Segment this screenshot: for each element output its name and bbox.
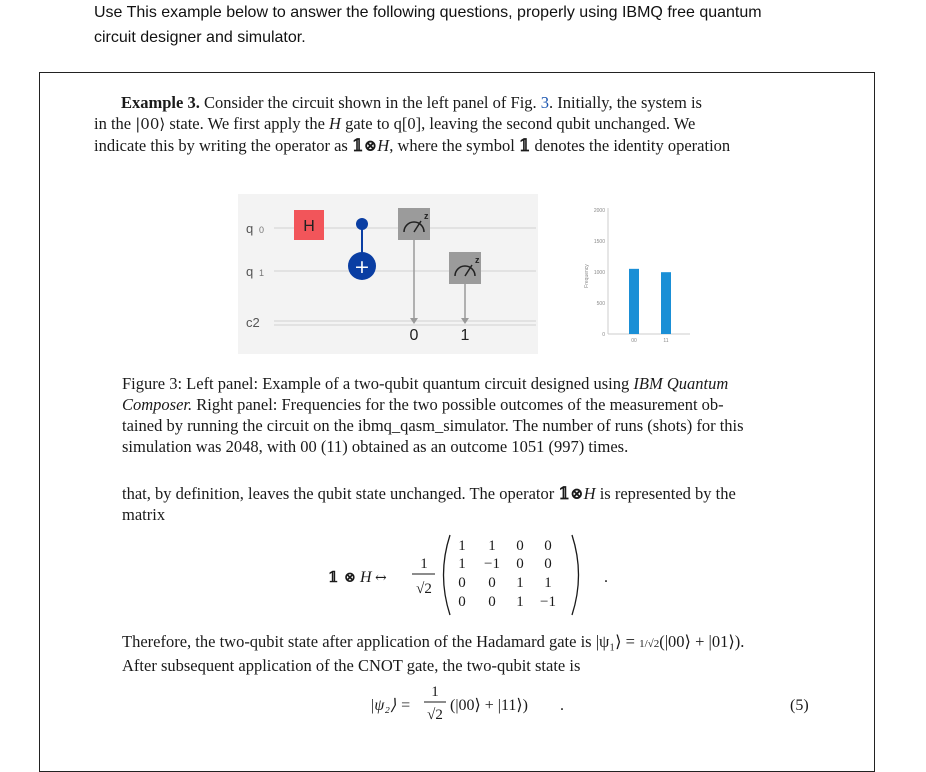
matrix-cell: 0: [516, 556, 524, 572]
quantum-circuit: [238, 194, 538, 354]
classical-bit-1: 1: [460, 327, 470, 344]
therefore-line1-a: Therefore, the two-qubit state after application of the Hadamard gate is: [122, 632, 596, 651]
h-symbol: H: [377, 136, 390, 155]
after-line2: matrix: [122, 505, 166, 524]
bar-00: [629, 269, 639, 334]
y-tick-label: 1000: [593, 270, 605, 276]
qubit-index-0: 0: [259, 225, 265, 235]
after-line1-a: that, by definition, leaves the qubit state unchanged. The operator: [122, 484, 559, 503]
caption-line1-italic: IBM Quantum: [633, 374, 729, 393]
caption-line2-b: Right panel: Frequencies for the two possible outcomes of the measurement ob-: [192, 395, 724, 414]
example-line3-a: indicate this by writing the operator as: [94, 136, 352, 155]
cnot-target-plus: +: [354, 256, 370, 278]
qubit-label-1: q: [246, 264, 254, 279]
matrix-cell: 1: [458, 556, 466, 572]
caption-line3: tained by running the circuit on the ibmq_qasm_simulator. The number of runs (shots) for this: [122, 416, 744, 435]
eq-period: .: [560, 697, 564, 714]
classical-register-label: c2: [246, 315, 260, 330]
example-line1-b: . Initially, the system is: [549, 93, 702, 112]
matrix-cell: 1: [544, 575, 552, 591]
y-tick-label: 0: [602, 332, 605, 338]
y-ticks: [594, 208, 605, 338]
h-symbol: H: [583, 484, 596, 503]
y-tick-label: 500: [596, 301, 605, 307]
equivalence-arrow: ↔: [375, 570, 387, 586]
matrix-cell: 0: [544, 556, 552, 572]
matrix-equation: [320, 530, 620, 620]
psi1-state: (|00⟩ + |01⟩).: [659, 632, 745, 651]
figure-ref-link[interactable]: 3: [540, 93, 550, 112]
after-line1-b: is represented by the: [595, 484, 736, 503]
example-line2-b: state. We first apply the: [165, 114, 330, 133]
matrix-frac-num: 1: [420, 556, 428, 572]
matrix-lhs-op: 𝟙 ⊗: [328, 568, 357, 586]
measure-basis-1: z: [475, 255, 480, 265]
psi2-rhs: (|00⟩ + |11⟩): [450, 697, 528, 714]
matrix-cells: [458, 538, 556, 610]
matrix-cell: 1: [488, 538, 496, 554]
matrix-cell: 0: [544, 538, 552, 554]
psi1-frac: 1/√2: [639, 638, 660, 650]
operator-paragraph: [122, 483, 736, 525]
figure-caption: [122, 373, 744, 457]
example-title: Example 3.: [121, 93, 200, 112]
matrix-period: .: [604, 569, 608, 586]
identity-tensor-op: 𝟙⊗: [558, 484, 584, 503]
example-line2-a: in the: [94, 114, 136, 133]
matrix-cell: 0: [488, 594, 496, 610]
example-line1-a: Consider the circuit shown in the left panel of Fig.: [199, 93, 541, 112]
matrix-frac-den: √2: [416, 581, 432, 597]
matrix-cell: 1: [458, 538, 466, 554]
y-tick-label: 2000: [593, 208, 605, 214]
caption-line4: simulation was 2048, with 00 (11) obtained as an outcome 1051 (997) times.: [122, 437, 629, 456]
matrix-cell: −1: [540, 594, 556, 610]
eq-frac-den: √2: [427, 707, 443, 720]
ket-00: |00⟩: [135, 115, 166, 133]
matrix-cell: 0: [458, 594, 466, 610]
x-tick-label: 11: [663, 338, 669, 344]
classical-bit-0: 0: [409, 327, 419, 344]
matrix-cell: 1: [516, 575, 524, 591]
matrix-cell: 0: [516, 538, 524, 554]
equation-number: (5): [790, 697, 809, 714]
frequency-histogram: [582, 198, 692, 348]
intro-line-1: Use This example below to answer the following questions, properly using IBMQ free quantum: [94, 4, 762, 21]
qubit-label-0: q: [246, 221, 254, 236]
equation-5: [370, 680, 820, 720]
example-paragraph: [94, 92, 730, 156]
matrix-cell: 0: [488, 575, 496, 591]
right-parenthesis: [572, 535, 579, 615]
y-tick-label: 1500: [593, 239, 605, 245]
therefore-line2: After subsequent application of the CNOT gate, the two-qubit state is: [122, 656, 581, 675]
y-axis-label: Frequency: [584, 264, 590, 288]
therefore-paragraph: [122, 631, 744, 676]
example-line3-c: denotes the identity operation: [530, 136, 731, 155]
intro-text: [94, 0, 854, 50]
eq-frac-num: 1: [431, 684, 439, 700]
psi1-lhs: |ψ₁⟩ =: [595, 632, 640, 651]
psi2-lhs: |ψ₂⟩ =: [370, 697, 411, 714]
matrix-lhs-h: H: [360, 569, 372, 586]
x-tick-label: 00: [631, 338, 637, 344]
intro-line-2: circuit designer and simulator.: [94, 29, 306, 46]
matrix-cell: −1: [484, 556, 500, 572]
left-parenthesis: [444, 535, 451, 615]
example-line2-c: gate to q[0], leaving the second qubit unchanged. We: [340, 114, 696, 133]
cnot-control-dot[interactable]: [356, 218, 368, 230]
circuit-background: [238, 194, 538, 354]
bars: [629, 269, 671, 344]
identity-tensor-op: 𝟙⊗: [351, 136, 378, 155]
measure-basis-0: z: [424, 211, 429, 221]
caption-line2-italic: Composer.: [122, 395, 193, 414]
caption-line1-a: Figure 3: Left panel: Example of a two-qubit quantum circuit designed using: [122, 374, 634, 393]
matrix-cell: 0: [458, 575, 466, 591]
hadamard-gate-label: H: [303, 218, 315, 235]
h-symbol: H: [329, 114, 341, 133]
bar-11: [661, 272, 671, 334]
matrix-cell: 1: [516, 594, 524, 610]
qubit-index-1: 1: [259, 268, 265, 278]
identity-symbol: 𝟙: [518, 136, 531, 155]
example-line3-b: , where the symbol: [389, 136, 519, 155]
